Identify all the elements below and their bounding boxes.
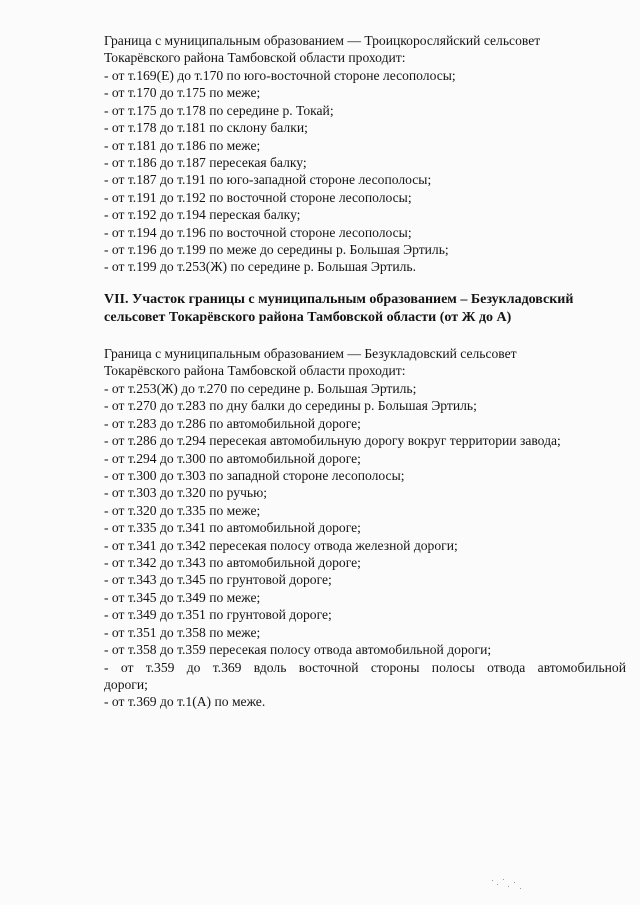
intro-line: Граница с муниципальным образованием — Безукладовский сельсовет xyxy=(104,346,517,361)
list-item: - от т.283 до т.286 по автомобильной дороге; xyxy=(104,415,361,431)
list-item: - от т.294 до т.300 по автомобильной дороге; xyxy=(104,450,361,466)
list-item: - от т.181 до т.186 по меже; xyxy=(104,137,261,153)
section-7-intro xyxy=(104,345,626,380)
intro-line: Токарёвского района Тамбовской области проходит: xyxy=(104,363,406,379)
intro-line: Граница с муниципальным образованием — Троицкоросляйский сельсовет xyxy=(104,33,541,48)
list-item: - от т.351 до т.358 по меже; xyxy=(104,624,261,640)
list-item: - от т.199 до т.253(Ж) по середине р. Большая Эртиль. xyxy=(104,259,417,275)
list-item: - от т.369 до т.1(А) по меже. xyxy=(104,694,266,710)
list-item: - от т.335 до т.341 по автомобильной дороге; xyxy=(104,520,361,536)
list-item-continuation: дороги; xyxy=(104,676,148,692)
section-7-list xyxy=(104,380,626,711)
section-6-list xyxy=(104,67,626,276)
list-item: - от т.349 до т.351 по грунтовой дороге; xyxy=(104,607,332,623)
list-item: - от т.343 до т.345 по грунтовой дороге; xyxy=(104,572,332,588)
list-item: - от т.194 до т.196 по восточной стороне лесополосы; xyxy=(104,224,412,240)
list-item: - от т.358 до т.359 пересекая полосу отвода автомобильной дороги; xyxy=(104,642,492,658)
section-6-intro xyxy=(104,32,626,67)
list-item: - от т.341 до т.342 пересекая полосу отвода железной дороги; xyxy=(104,537,458,553)
list-item: - от т.359 до т.369 вдоль восточной стороны полосы отвода автомобильной xyxy=(104,659,626,675)
section-7-heading xyxy=(104,291,626,327)
list-item: - от т.187 до т.191 по юго-западной стороне лесополосы; xyxy=(104,172,432,188)
list-item: - от т.342 до т.343 по автомобильной дороге; xyxy=(104,555,361,571)
list-item: - от т.345 до т.349 по меже; xyxy=(104,589,261,605)
list-item: - от т.270 до т.283 по дну балки до середины р. Большая Эртиль; xyxy=(104,398,477,414)
list-item: - от т.253(Ж) до т.270 по середине р. Большая Эртиль; xyxy=(104,381,417,396)
list-item: - от т.186 до т.187 пересекая балку; xyxy=(104,155,307,171)
list-item: - от т.175 до т.178 по середине р. Токай; xyxy=(104,102,334,118)
list-item: - от т.170 до т.175 по меже; xyxy=(104,85,261,101)
list-item: - от т.191 до т.192 по восточной стороне лесополосы; xyxy=(104,189,412,205)
heading-text: VII. Участок границы с муниципальным образованием – Безукладовский сельсовет Токарёвского района Тамбовской области (от Ж до А) xyxy=(104,292,574,325)
list-item: - от т.286 до т.294 пересекая автомобильную дорогу вокруг территории завода; xyxy=(104,433,561,449)
list-item: - от т.303 до т.320 по ручью; xyxy=(104,485,268,501)
intro-line: Токарёвского района Тамбовской области проходит: xyxy=(104,50,406,66)
list-item: - от т.169(Е) до т.170 по юго-восточной стороне лесополосы; xyxy=(104,68,456,83)
list-item: - от т.192 до т.194 переская балку; xyxy=(104,207,301,223)
list-item: - от т.178 до т.181 по склону балки; xyxy=(104,120,308,136)
list-item: - от т.320 до т.335 по меже; xyxy=(104,502,261,518)
list-item: - от т.300 до т.303 по западной стороне лесополосы; xyxy=(104,468,405,484)
list-item: - от т.196 до т.199 по меже до середины р. Большая Эртиль; xyxy=(104,242,449,258)
